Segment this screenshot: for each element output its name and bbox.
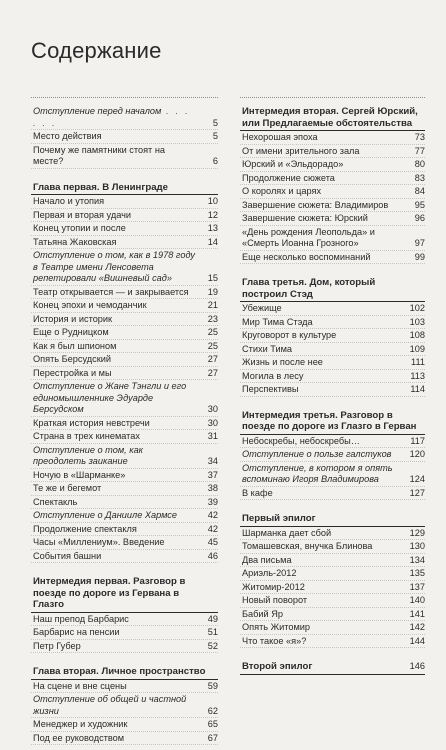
section-gap (240, 397, 425, 409)
toc-page-number: 83 (414, 172, 425, 183)
toc-right-column (240, 94, 425, 675)
toc-page-number: 102 (409, 303, 425, 313)
toc-page-number: 13 (207, 223, 218, 233)
toc-page-number: 120 (409, 449, 425, 459)
toc-entry-title: История и историк (33, 313, 113, 324)
toc-page-number: 12 (207, 209, 218, 220)
toc-entry (31, 536, 218, 550)
toc-page-number: 49 (207, 613, 218, 624)
toc-section-heading (31, 665, 218, 680)
toc-page-number: 39 (207, 496, 218, 507)
toc-entry (240, 621, 425, 635)
toc-entry (31, 195, 218, 209)
toc-page-number: 142 (409, 622, 425, 632)
toc-entry (31, 380, 218, 417)
toc-page-number: 134 (409, 554, 425, 565)
toc-entry (240, 527, 425, 541)
toc-entry-title: От имени зрительного зала (242, 145, 360, 156)
toc-entry-title: Почему же памятники стоят на месте? (33, 144, 166, 166)
toc-entry-title: Завершение сюжета: Владимиров (242, 199, 389, 210)
toc-entry (240, 226, 425, 251)
toc-entry-title: Наш препод Барбарис (33, 613, 129, 624)
toc-entry (240, 383, 425, 397)
toc-entry (240, 329, 425, 343)
toc-page-number: 124 (409, 474, 425, 484)
toc-page-number: 42 (207, 523, 218, 534)
toc-entry (240, 145, 425, 159)
toc-entry (240, 435, 425, 449)
toc-entry (240, 172, 425, 186)
toc-page-number: 19 (207, 286, 218, 297)
toc-entry-title: Глава вторая. Личное пространство (33, 666, 206, 677)
toc-entry-title: Шарманка дает сбой (242, 527, 332, 538)
toc-entry (240, 608, 425, 622)
toc-left-column (31, 94, 218, 745)
toc-entry-title: Краткая история невстречи (33, 417, 150, 428)
toc-page-number: 80 (414, 159, 425, 169)
toc-entry-title: Нехорошая эпоха (242, 132, 318, 142)
dot-leader: . . . . . . (33, 106, 190, 128)
toc-entry-title: Глава первая. В Ленинграде (33, 181, 168, 193)
toc-entry (240, 212, 425, 226)
toc-entry (31, 299, 218, 313)
toc-entry-title: События башни (33, 550, 102, 561)
toc-entry (31, 509, 218, 523)
toc-entry-title: Татьяна Жаковская (33, 236, 117, 247)
toc-page-number: 129 (409, 527, 425, 538)
toc-entry (31, 286, 218, 300)
toc-entry-title: Опять Берсудский (33, 354, 112, 364)
toc-page-number: 27 (207, 367, 218, 378)
toc-entry-title: Место действия (33, 131, 102, 141)
toc-page-number: 38 (207, 483, 218, 493)
toc-page-number: 84 (414, 186, 425, 196)
toc-entry-title: Барбарис на пенсии (33, 627, 120, 637)
toc-entry (31, 340, 218, 354)
toc-page-number: 77 (414, 145, 425, 156)
toc-entry-title: О королях и царях (242, 186, 322, 196)
toc-entry (240, 567, 425, 581)
toc-entry-title: Что такое «я»? (242, 635, 307, 646)
toc-entry-title: Часы «Миллениум». Введение (33, 537, 165, 547)
toc-page-number: 73 (414, 132, 425, 142)
toc-entry (240, 370, 425, 384)
toc-entry (240, 131, 425, 145)
toc-entry-title: Новый поворот (242, 595, 308, 605)
toc-entry-title: Убежище (242, 303, 282, 313)
toc-page-number: 42 (207, 510, 218, 520)
toc-entry (31, 326, 218, 340)
toc-page-number: 59 (207, 680, 218, 691)
toc-entry-title: Интермедия вторая. Сергей Юрский, или Предлагаемые обстоятельства (242, 106, 418, 129)
toc-entry (31, 236, 218, 250)
toc-entry (31, 732, 218, 746)
toc-top-rule (240, 97, 425, 105)
toc-entry (31, 718, 218, 732)
toc-entry-title: Второй эпилог (242, 661, 313, 672)
toc-entry (240, 343, 425, 357)
toc-entry (240, 635, 425, 649)
toc-page-number: 144 (409, 635, 425, 646)
toc-entry (31, 626, 218, 640)
toc-page-number: 30 (207, 404, 218, 414)
toc-page-number: 114 (410, 384, 425, 394)
toc-entry (240, 594, 425, 608)
toc-entry-title: Отступление перед началом . . . . . . (33, 106, 190, 128)
toc-entry-title: Конец эпохи и чемоданчик (33, 300, 147, 310)
toc-page-number: 46 (207, 550, 218, 561)
section-gap (31, 169, 218, 181)
toc-entry-title: Отступление о Данииле Хармсе (33, 510, 178, 520)
toc-entry-title: «День рождения Леопольда» и «Смерть Иоанна Грозного» (242, 226, 375, 248)
toc-page-number: 15 (207, 273, 218, 283)
toc-section-heading (31, 181, 218, 196)
toc-entry (240, 316, 425, 330)
toc-entry-title: Отступление, в котором я опять вспоминаю Игоря Владимирова (242, 462, 393, 484)
toc-page-number: 108 (409, 330, 425, 340)
toc-entry-title: Еще о Рудницком (33, 327, 109, 337)
toc-page-number: 45 (207, 537, 218, 547)
toc-entry-title: Мир Тима Стэда (242, 316, 313, 327)
toc-page-number: 34 (207, 456, 218, 466)
toc-page-number: 99 (414, 251, 425, 262)
section-gap (240, 648, 425, 660)
toc-entry-title: Два письма (242, 554, 292, 565)
toc-entry (31, 469, 218, 483)
toc-page-number: 5 (212, 117, 218, 128)
toc-entry-title: Первая и вторая удачи (33, 209, 132, 220)
toc-page-number: 137 (409, 581, 425, 592)
toc-entry-title: Томашевская, внучка Блинова (242, 541, 373, 551)
toc-entry (240, 251, 425, 265)
toc-page-number: 67 (207, 732, 218, 743)
toc-page-number: 127 (409, 487, 425, 498)
toc-entry (31, 417, 218, 431)
toc-entry-title: Стихи Тима (242, 343, 293, 354)
toc-entry-title: Спектакль (33, 496, 78, 507)
toc-entry-title: Менеджер и художник (33, 719, 128, 729)
toc-page-number: 111 (411, 357, 425, 367)
toc-entry-title: Первый эпилог (242, 513, 316, 524)
toc-entry (31, 313, 218, 327)
toc-entry (240, 487, 425, 501)
toc-entry (240, 448, 425, 462)
toc-entry (31, 444, 218, 469)
toc-entry-title: Могила в лесу (242, 370, 304, 381)
toc-page-number: 27 (207, 354, 218, 364)
toc-entry (240, 540, 425, 554)
section-gap (31, 563, 218, 575)
toc-page-number: 140 (409, 595, 425, 605)
toc-page-number: 113 (410, 370, 425, 381)
toc-entry (31, 680, 218, 694)
toc-page-number: 30 (207, 417, 218, 428)
toc-page-number: 14 (207, 236, 218, 247)
toc-page-number: 95 (414, 199, 425, 210)
toc-entry-title: Житомир-2012 (242, 581, 305, 592)
toc-entry-title: Отступление о Жане Тэнгли и его единомышленнике Эдуарде Берсудском (33, 381, 187, 414)
toc-page-number: 97 (414, 238, 425, 248)
toc-section-heading (240, 660, 425, 675)
toc-entry-title: Завершение сюжета: Юрский (242, 213, 368, 223)
section-gap (31, 653, 218, 665)
toc-entry-title: На сцене и вне сцены (33, 680, 127, 691)
toc-page-number: 31 (207, 431, 218, 441)
toc-page-number: 96 (414, 213, 425, 223)
toc-entry-title: Отступление о том, как преодолеть заикание (33, 444, 144, 466)
toc-page-number: 25 (207, 340, 218, 351)
toc-entry-title: Небоскребы, небоскребы… (242, 435, 360, 446)
toc-entry (240, 554, 425, 568)
toc-entry-title: Отступление о том, как в 1978 году в Театре имени Ленсовета репетировали «Вишневый сад» (33, 250, 196, 283)
toc-page-number: 62 (207, 705, 218, 716)
toc-entry-title: Перспективы (242, 384, 299, 394)
toc-entry (31, 482, 218, 496)
toc-entry-title: Круговорот в культуре (242, 330, 337, 340)
section-gap (240, 500, 425, 512)
toc-entry-title: Жизнь и после нее (242, 357, 323, 367)
toc-page-number: 141 (409, 608, 425, 619)
toc-page-number: 117 (410, 435, 425, 446)
toc-page-number: 130 (409, 541, 425, 551)
toc-entry (240, 302, 425, 316)
toc-page-number: 6 (212, 156, 218, 166)
toc-page-number: 10 (207, 196, 218, 206)
toc-top-rule (31, 97, 218, 105)
toc-entry-title: Отступление об общей и частной жизни (33, 694, 187, 716)
toc-entry-title: Интермедия первая. Разговор в поезде по дороге из Гервана в Глазго (33, 576, 186, 610)
toc-entry-title: Ночую в «Шарманке» (33, 469, 126, 480)
toc-page-number: 103 (409, 316, 425, 327)
toc-entry-title: Отступление о пользе галстуков (242, 449, 392, 459)
toc-entry (240, 158, 425, 172)
toc-entry (31, 523, 218, 537)
toc-page-number: 51 (207, 627, 218, 637)
section-gap (240, 264, 425, 276)
toc-section-heading (240, 512, 425, 527)
page-title: Содержание (31, 38, 162, 63)
toc-page-number: 23 (207, 313, 218, 324)
toc-page-number: 25 (207, 327, 218, 337)
toc-entry (240, 462, 425, 487)
toc-section-heading (240, 409, 425, 435)
toc-entry (31, 105, 218, 130)
toc-entry (240, 581, 425, 595)
toc-page-number: 37 (207, 469, 218, 480)
toc-entry-title: Те же и бегемот (33, 483, 102, 493)
toc-entry-title: Перестройка и мы (33, 367, 112, 378)
toc-section-heading (31, 575, 218, 613)
toc-page-number: 135 (409, 568, 425, 578)
toc-entry-title: Юрский и «Эльдорадо» (242, 159, 344, 169)
toc-entry (31, 130, 218, 144)
toc-entry-title: Глава третья. Дом, который построил Стэд (242, 277, 376, 300)
toc-entry (31, 353, 218, 367)
toc-entry (31, 222, 218, 236)
toc-entry-title: В кафе (242, 487, 273, 498)
toc-entry (31, 640, 218, 654)
toc-page-number: 109 (409, 343, 425, 354)
toc-entry-title: Опять Житомир (242, 622, 311, 632)
toc-entry (31, 613, 218, 627)
toc-entry (31, 496, 218, 510)
toc-entry (240, 185, 425, 199)
toc-page-number: 146 (409, 661, 425, 671)
toc-section-heading (240, 105, 425, 131)
toc-entry-title: Продолжение спектакля (33, 523, 137, 534)
toc-entry-title: Страна в трех кинематах (33, 431, 140, 441)
toc-page-number: 65 (207, 719, 218, 729)
toc-entry (31, 693, 218, 718)
toc-entry-title: Начало и утопия (33, 196, 105, 206)
toc-entry-title: Ариэль-2012 (242, 568, 297, 578)
toc-entry (31, 209, 218, 223)
toc-entry-title: Под ее руководством (33, 732, 125, 743)
toc-entry (240, 199, 425, 213)
toc-page-number: 21 (207, 300, 218, 310)
toc-entry (31, 430, 218, 444)
toc-entry-title: Бабий Яр (242, 608, 283, 619)
toc-entry (31, 367, 218, 381)
toc-page-number: 5 (212, 131, 218, 141)
toc-entry-title: Театр открывается — и закрывается (33, 286, 189, 297)
toc-entry (31, 249, 218, 286)
toc-entry-title: Продолжение сюжета (242, 172, 335, 183)
toc-page-number: 52 (207, 640, 218, 651)
toc-entry (31, 144, 218, 169)
toc-entry (31, 550, 218, 564)
toc-section-heading (240, 276, 425, 302)
toc-entry-title: Петр Губер (33, 640, 81, 651)
toc-entry-title: Еще несколько воспоминаний (242, 251, 371, 262)
toc-entry-title: Интермедия третья. Разговор в поезде по дороге из Глазго в Герван (242, 409, 417, 432)
toc-entry (240, 356, 425, 370)
toc-entry-title: Конец утопии и после (33, 223, 126, 233)
toc-entry-title: Как я был шпионом (33, 340, 117, 351)
